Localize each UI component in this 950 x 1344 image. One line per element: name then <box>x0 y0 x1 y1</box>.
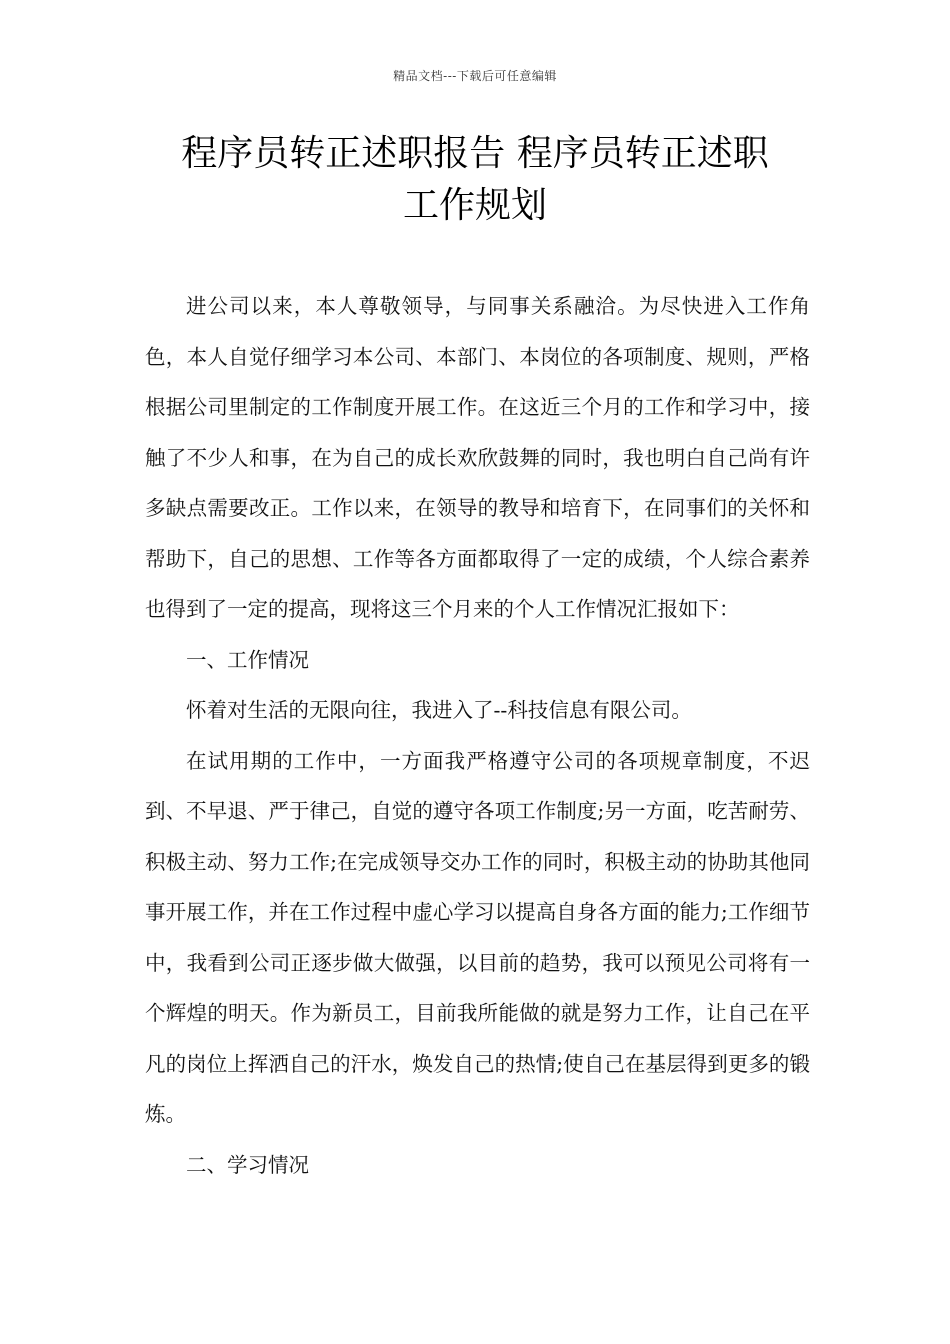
document-body <box>145 281 810 1190</box>
paragraph-probation: 在试用期的工作中，一方面我严格遵守公司的各项规章制度，不迟到、不早退、严于律己，自觉的遵守各项工作制度;另一方面，吃苦耐劳、积极主动、努力工作;在完成领导交办工作的同时，积极主动的协助其他同事开展工作，并在工作过程中虚心学习以提高自身各方面的能力;工作细节中，我看到公司正逐步做大做强，以目前的趋势，我可以预见公司将有一个辉煌的明天。作为新员工，目前我所能做的就是努力工作，让自己在平凡的岗位上挥洒自己的汗水，焕发自己的热情;使自己在基层得到更多的锻炼。 <box>145 748 810 1126</box>
paragraph-intro: 进公司以来，本人尊敬领导，与同事关系融洽。为尽快进入工作角色，本人自觉仔细学习本公司、本部门、本岗位的各项制度、规则，严格根据公司里制定的工作制度开展工作。在这近三个月的工作和学习中，接触了不少人和事，在为自己的成长欢欣鼓舞的同时，我也明白自己尚有许多缺点需要改正。工作以来，在领导的教导和培育下，在同事们的关怀和帮助下，自己的思想、工作等各方面都取得了一定的成绩，个人综合素养也得到了一定的提高，现将这三个月来的个人工作情况汇报如下： <box>145 294 810 621</box>
section-heading-study: 二、学习情况 <box>186 1152 309 1177</box>
header-note: 精品文档---下载后可任意编辑 <box>393 69 557 83</box>
section-heading-work: 一、工作情况 <box>186 647 309 672</box>
title-line-2: 工作规划 <box>402 185 547 226</box>
document-title <box>100 128 850 232</box>
title-line-1: 程序员转正述职报告 程序员转正述职 <box>181 133 769 174</box>
paragraph-joining: 怀着对生活的无限向往，我进入了--科技信息有限公司。 <box>186 698 692 722</box>
